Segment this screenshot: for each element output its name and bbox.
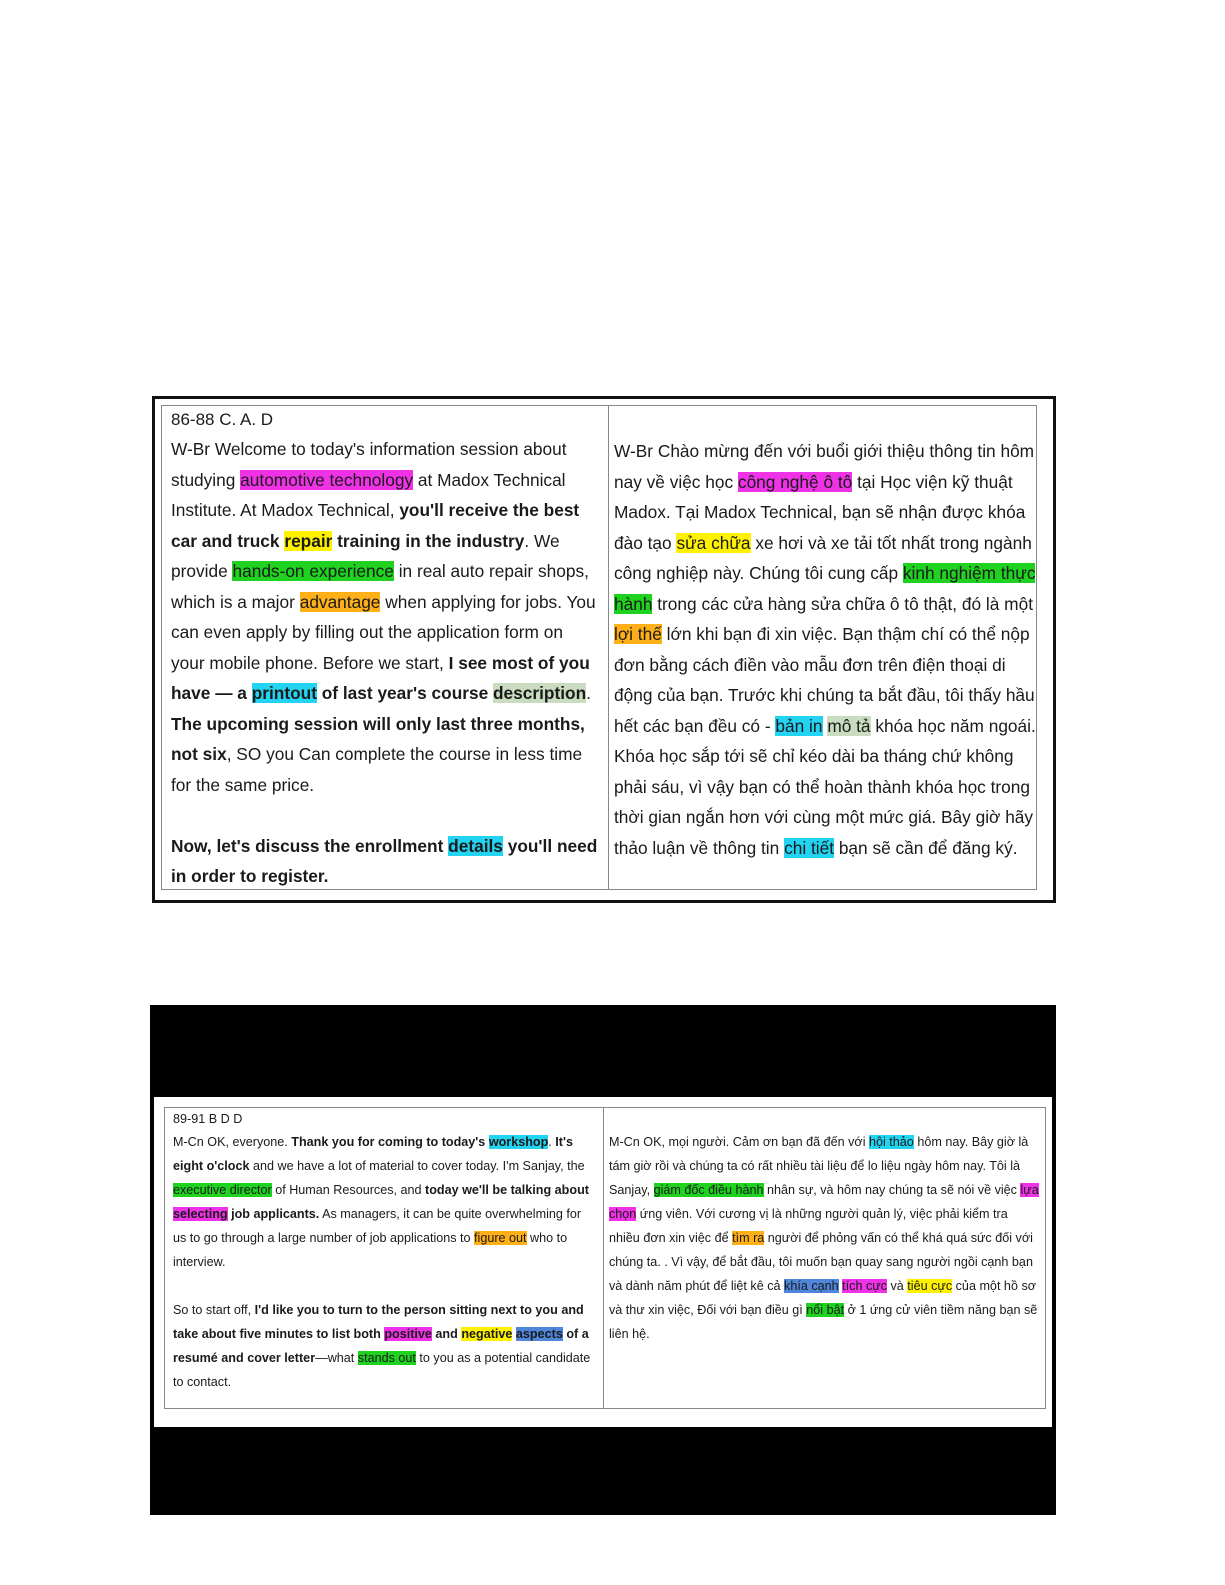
highlighted-term: tìm ra: [732, 1231, 765, 1245]
paragraph-gap: [173, 1274, 593, 1298]
text-run: Thank you for coming to today's: [291, 1135, 489, 1149]
text-run: ở 1 ứng cử viên tiềm năng bạn sẽ liên hệ.: [609, 1303, 1038, 1341]
text-run: W-Br Welcome to today's information session about studying: [171, 439, 567, 490]
text-run: khóa học năm ngoái. Khóa học sắp tới sẽ chỉ kéo dài ba tháng chứ không phải sáu, vì vậy bạn có thể hoàn thành khóa học trong thời gian ngắn hơn với cùng một mức giá. Bây giờ hãy thảo luận về thông tin: [614, 715, 1036, 858]
text-run: hôm nay. Bây giờ là tám giờ rồi và chúng ta có rất nhiều tài liệu để lo liệu ngày hôm nay. Tôi là Sanjay,: [609, 1135, 1029, 1197]
highlighted-term: selecting: [173, 1207, 228, 1221]
text-run: today we'll be talking about: [425, 1183, 589, 1197]
text-run: It's eight o'clock: [173, 1135, 573, 1173]
english-paragraph: [173, 1298, 593, 1394]
column-divider: [603, 1108, 604, 1408]
text-run: and we have a lot of material to cover today. I'm Sanjay, the: [249, 1159, 585, 1173]
highlighted-term: stands out: [357, 1351, 416, 1365]
text-run: I see most of you have — a: [171, 652, 590, 703]
highlighted-term: aspects: [515, 1327, 563, 1341]
highlighted-term: tiêu cực: [907, 1279, 953, 1293]
highlighted-term: chi tiết: [784, 837, 835, 858]
text-run: of Human Resources, and: [271, 1183, 426, 1197]
text-run: xe hơi và xe tải tốt nhất trong ngành công nghiệp này. Chúng tôi cung cấp: [614, 532, 1032, 583]
transcript-page: [154, 1097, 1052, 1427]
text-run: and: [431, 1327, 462, 1341]
answer-header: 89-91 B D D: [173, 1112, 243, 1126]
highlighted-term: workshop: [488, 1135, 549, 1149]
highlighted-term: lựa chọn: [609, 1183, 1039, 1221]
text-run: of last year's course: [316, 683, 493, 703]
text-run: Now, let's discuss the enrollment: [171, 835, 449, 856]
text-run: và: [886, 1279, 908, 1293]
text-run: at Madox Technical Institute. At Madox Technical,: [171, 469, 566, 520]
text-run: you'll receive the best car and truck: [171, 500, 580, 551]
paragraph-gap: [171, 800, 599, 831]
vietnamese-column: [609, 1130, 1039, 1346]
text-run: job applicants.: [227, 1207, 320, 1221]
highlighted-term: hands-on experience: [232, 561, 394, 581]
highlighted-term: sửa chữa: [676, 532, 751, 553]
english-closing: [171, 831, 599, 892]
transcript-block-89-91: [150, 1005, 1056, 1515]
highlighted-term: repair: [284, 530, 333, 551]
highlighted-term: bản in: [775, 715, 823, 736]
text-run: .: [548, 1135, 556, 1149]
highlighted-term: lợi thế: [614, 624, 662, 644]
text-run: W-Br Chào mừng đến với buổi giới thiệu thông tin hôm nay về việc học: [614, 441, 1035, 492]
highlighted-term: tích cực: [842, 1279, 887, 1293]
highlighted-term: automotive technology: [240, 469, 414, 490]
text-run: nhân sự, và hôm nay chúng ta sẽ nói về việc: [763, 1183, 1021, 1197]
highlighted-term: mô tả: [827, 715, 871, 736]
english-column: [171, 406, 599, 892]
answer-header: 86-88 C. A. D: [171, 410, 274, 429]
highlighted-term: công nghệ ô tô: [737, 471, 853, 492]
highlighted-term: advantage: [299, 591, 381, 612]
highlighted-term: executive director: [173, 1183, 272, 1197]
text-run: M-Cn OK, mọi người. Cảm ơn bạn đã đến với: [609, 1135, 869, 1149]
highlighted-term: hội thảo: [869, 1135, 914, 1149]
highlighted-term: details: [448, 835, 503, 856]
vietnamese-paragraph: [614, 436, 1042, 863]
transcript-block-86-88: [152, 396, 1056, 903]
english-column: [173, 1108, 593, 1394]
text-run: trong các cửa hàng sửa chữa ô tô thật, đó là một: [652, 593, 1033, 614]
text-run: So to start off,: [173, 1303, 255, 1317]
english-paragraph: [171, 434, 599, 800]
text-run: . We provide: [171, 530, 560, 581]
text-run: you'll need in order to register.: [171, 835, 598, 886]
highlighted-term: negative: [461, 1327, 513, 1341]
highlighted-term: positive: [384, 1327, 432, 1341]
text-run: , SO you Can complete the course in less time for the same price.: [171, 744, 583, 795]
column-divider: [608, 406, 609, 889]
text-run: I'd like you to turn to the person sitting next to you and take about five minutes to list both: [173, 1303, 584, 1341]
text-run: of a resumé and cover letter: [173, 1327, 589, 1365]
english-paragraph: [173, 1130, 593, 1274]
text-run: The upcoming session will only last three months, not six: [171, 713, 585, 764]
text-run: to you as a potential candidate to contact.: [173, 1351, 591, 1389]
highlighted-term: figure out: [474, 1231, 527, 1245]
highlighted-term: kinh nghiệm thực hành: [614, 563, 1036, 614]
text-run: .: [586, 683, 591, 703]
text-run: in real auto repair shops, which is a major: [171, 561, 589, 612]
text-run: lớn khi bạn đi xin việc. Bạn thậm chí có thể nộp đơn bằng cách điền vào mẫu đơn trên điện thoại di động của bạn. Trước khi chúng ta bắt đầu, tôi thấy hầu hết các bạn đều có -: [614, 624, 1035, 736]
text-run: tại Học viện kỹ thuật Madox. Tại Madox Technical, bạn sẽ nhận được khóa đào tạo: [614, 471, 1026, 553]
text-run: bạn sẽ cần để đăng ký.: [834, 837, 1018, 858]
transcript-table: [164, 1107, 1046, 1409]
vietnamese-column: [614, 436, 1042, 863]
highlighted-term: giám đốc điều hành: [653, 1183, 764, 1197]
text-run: training in the industry: [332, 530, 525, 551]
highlighted-term: description: [493, 683, 587, 703]
text-run: —what: [315, 1351, 358, 1365]
text-run: của một hồ sơ và thư xin việc, Đối với bạn điều gì: [609, 1279, 1036, 1317]
text-run: người để phỏng vấn có thể khá quá sức đối với chúng ta. . Vì vậy, để bắt đầu, tôi muốn bạn quay sang người ngồi cạnh bạn và dành năm phút để liệt kê cả: [609, 1231, 1033, 1293]
text-run: ứng viên. Với cương vị là những người quản lý, việc phải kiểm tra nhiều đơn xin việc để: [609, 1207, 1008, 1245]
text-run: M-Cn OK, everyone.: [173, 1135, 292, 1149]
vietnamese-paragraph: [609, 1130, 1039, 1346]
highlighted-term: nổi bật: [806, 1303, 845, 1317]
text-run: when applying for jobs. You can even apply by filling out the application form on your mobile phone. Before we start,: [171, 591, 596, 673]
text-run: As managers, it can be quite overwhelming for us to go through a large number of job applications to: [173, 1207, 582, 1245]
transcript-table: [161, 405, 1037, 890]
text-run: who to interview.: [173, 1231, 568, 1269]
highlighted-term: khía cạnh: [784, 1279, 839, 1293]
highlighted-term: printout: [251, 683, 317, 703]
